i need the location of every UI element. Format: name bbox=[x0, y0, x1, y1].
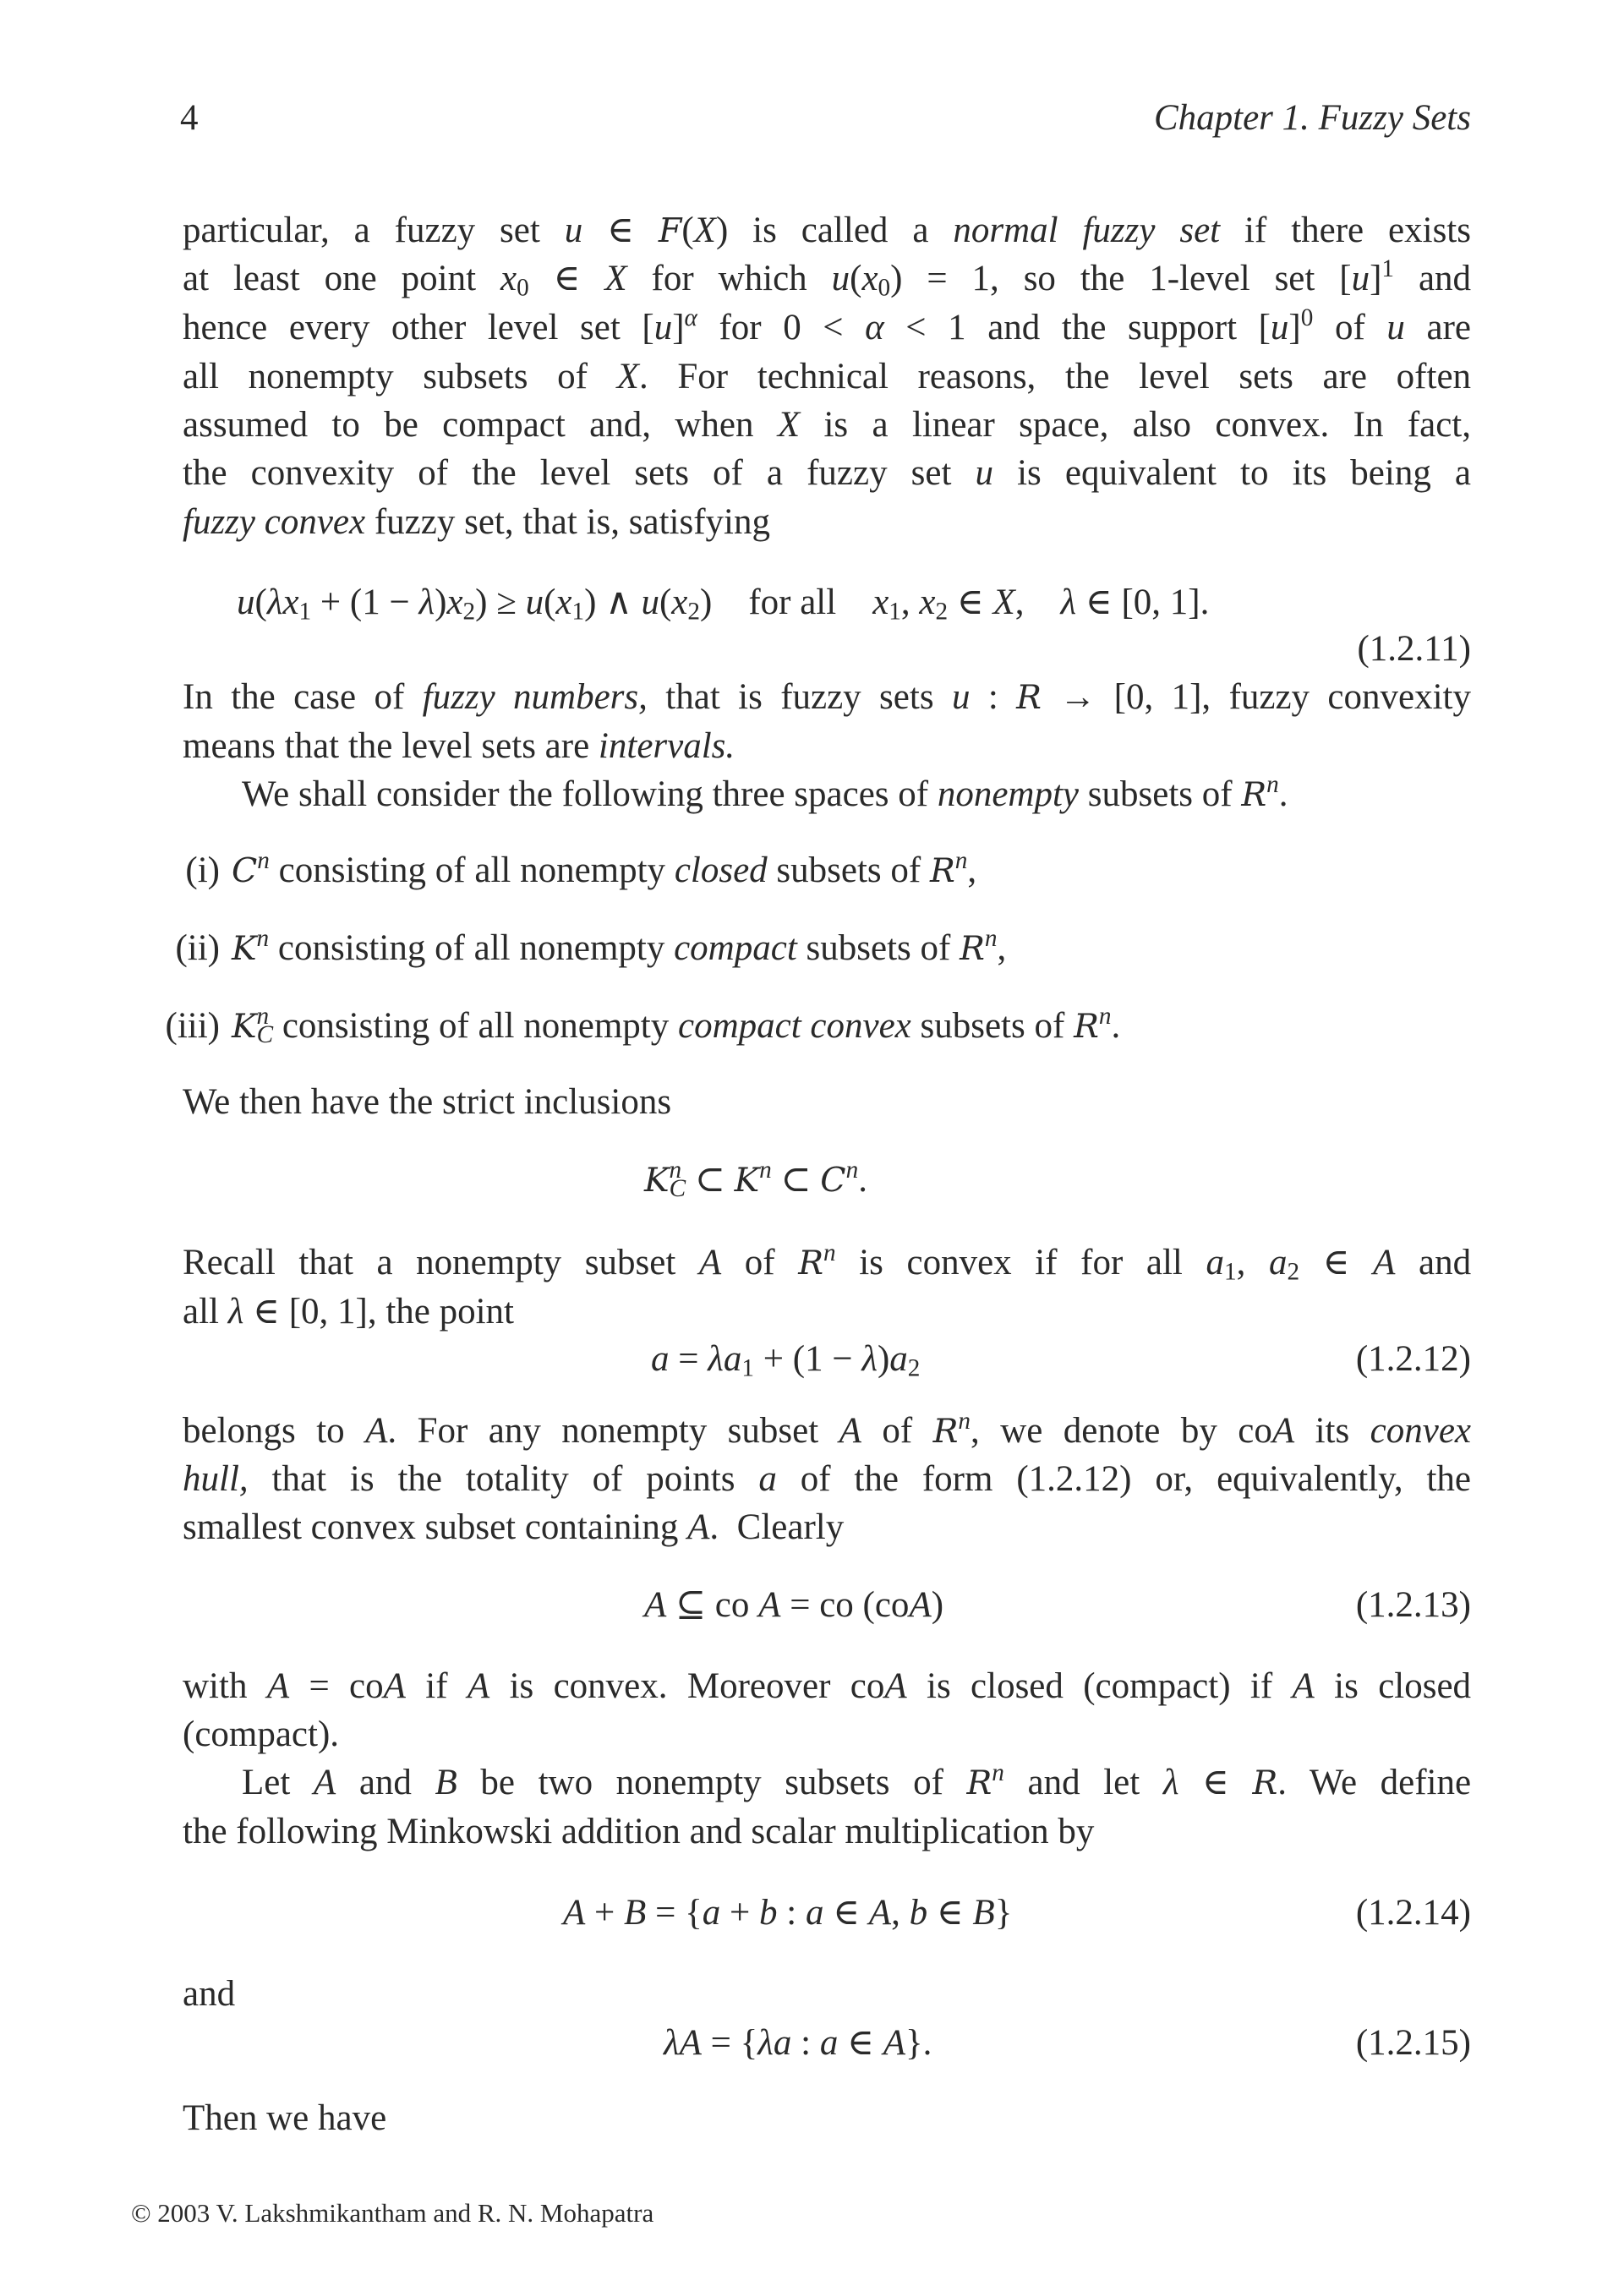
equation-number: (1.2.15) bbox=[1355, 2023, 1471, 2063]
equation-number: (1.2.13) bbox=[1355, 1585, 1471, 1625]
paragraph-line: assumed to be compact and, when X is a linear space, also convex. In fact, bbox=[183, 405, 1472, 445]
paragraph-line: belongs to A. For any nonempty subset A of $R^n$, we denote by coA its convex bbox=[183, 1407, 1471, 1451]
equation-1-2-11: $u(\lambda x_1 + (1 - \lambda)x_2) \ge u(x_1)$ ∧ $u(x_2)$ for all $x_1$, $x_2$ ∈ X, λ ∈ [0, 1]. bbox=[237, 582, 1210, 626]
equation-number: (1.2.11) bbox=[1357, 629, 1471, 669]
paragraph-line: the following Minkowski addition and scalar multiplication by bbox=[183, 1812, 1095, 1851]
paragraph-line: We then have the strict inclusions bbox=[183, 1082, 672, 1122]
equation-number: (1.2.12) bbox=[1355, 1339, 1471, 1379]
running-header: Chapter 1. Fuzzy Sets bbox=[1153, 98, 1471, 138]
equation-1-2-14: A + B = {a + b : a ∈ A, b ∈ B} bbox=[563, 1893, 1013, 1933]
equation-number: (1.2.14) bbox=[1355, 1893, 1471, 1933]
paragraph-line: means that the level sets are intervals. bbox=[183, 726, 735, 766]
copyright-footer: © 2003 V. Lakshmikantham and R. N. Mohapatra bbox=[131, 2198, 654, 2228]
page-number: 4 bbox=[180, 98, 199, 138]
paragraph-line: Then we have bbox=[183, 2098, 387, 2138]
paragraph-line: at least one point $x_0$ ∈ X for which $u(x_0) = 1$, so the 1-level set $[u]^1$ and bbox=[183, 254, 1472, 302]
list-item: (i) $C^n$ consisting of all nonempty closed subsets of $R^n$, bbox=[185, 846, 977, 890]
paragraph-line: smallest convex subset containing A. Clearly bbox=[183, 1507, 845, 1547]
paragraph-line: with A = coA if A is convex. Moreover coA is closed (compact) if A is closed bbox=[183, 1666, 1472, 1706]
paragraph-line: In the case of fuzzy numbers, that is fuzzy sets u : R → [0, 1], fuzzy convexity bbox=[183, 677, 1471, 717]
paragraph-line: Let A and B be two nonempty subsets of $R^n$ and let λ ∈ R. We define bbox=[242, 1758, 1472, 1802]
equation-1-2-12: $a = \lambda a_1 + (1 - \lambda)a_2$ bbox=[651, 1339, 921, 1382]
paragraph-line: and bbox=[183, 1974, 236, 2014]
paragraph-line: all nonempty subsets of X. For technical reasons, the level sets are often bbox=[183, 357, 1472, 396]
paragraph-line: (compact). bbox=[183, 1714, 340, 1754]
paragraph-line: We shall consider the following three spaces of nonempty subsets of $R^n$. bbox=[242, 770, 1288, 814]
equation-inclusions: $K^n_C$ ⊂ $K^n$ ⊂ $C^n$. bbox=[644, 1156, 867, 1203]
equation-1-2-13: A ⊆ co A = co (coA) bbox=[644, 1585, 944, 1625]
paragraph-line: particular, a fuzzy set u ∈ F(X) is called a normal fuzzy set if there exists bbox=[183, 211, 1471, 250]
paragraph-line: the convexity of the level sets of a fuzzy set u is equivalent to its being a bbox=[183, 453, 1471, 493]
equation-1-2-15: λA = {λa : a ∈ A}. bbox=[664, 2023, 932, 2063]
paragraph-line: all λ ∈ [0, 1], the point bbox=[183, 1292, 515, 1332]
paragraph-line: Recall that a nonempty subset A of $R^n$ is convex if for all $a_1$, $a_2$ ∈ A and bbox=[183, 1239, 1472, 1286]
list-item: (iii) $K^n_C$ consisting of all nonempty compact convex subsets of $R^n$. bbox=[165, 1002, 1121, 1049]
paragraph-line: hence every other level set $[u]^\alpha$ for 0 < α < 1 and the support $[u]^0$ of u are bbox=[183, 304, 1471, 347]
paragraph-line: hull, that is the totality of points a of the form (1.2.12) or, equivalently, the bbox=[183, 1459, 1471, 1499]
list-item: (ii) $K^n$ consisting of all nonempty compact subsets of $R^n$, bbox=[175, 924, 1007, 968]
paragraph-line: fuzzy convex fuzzy set, that is, satisfying bbox=[183, 502, 770, 542]
